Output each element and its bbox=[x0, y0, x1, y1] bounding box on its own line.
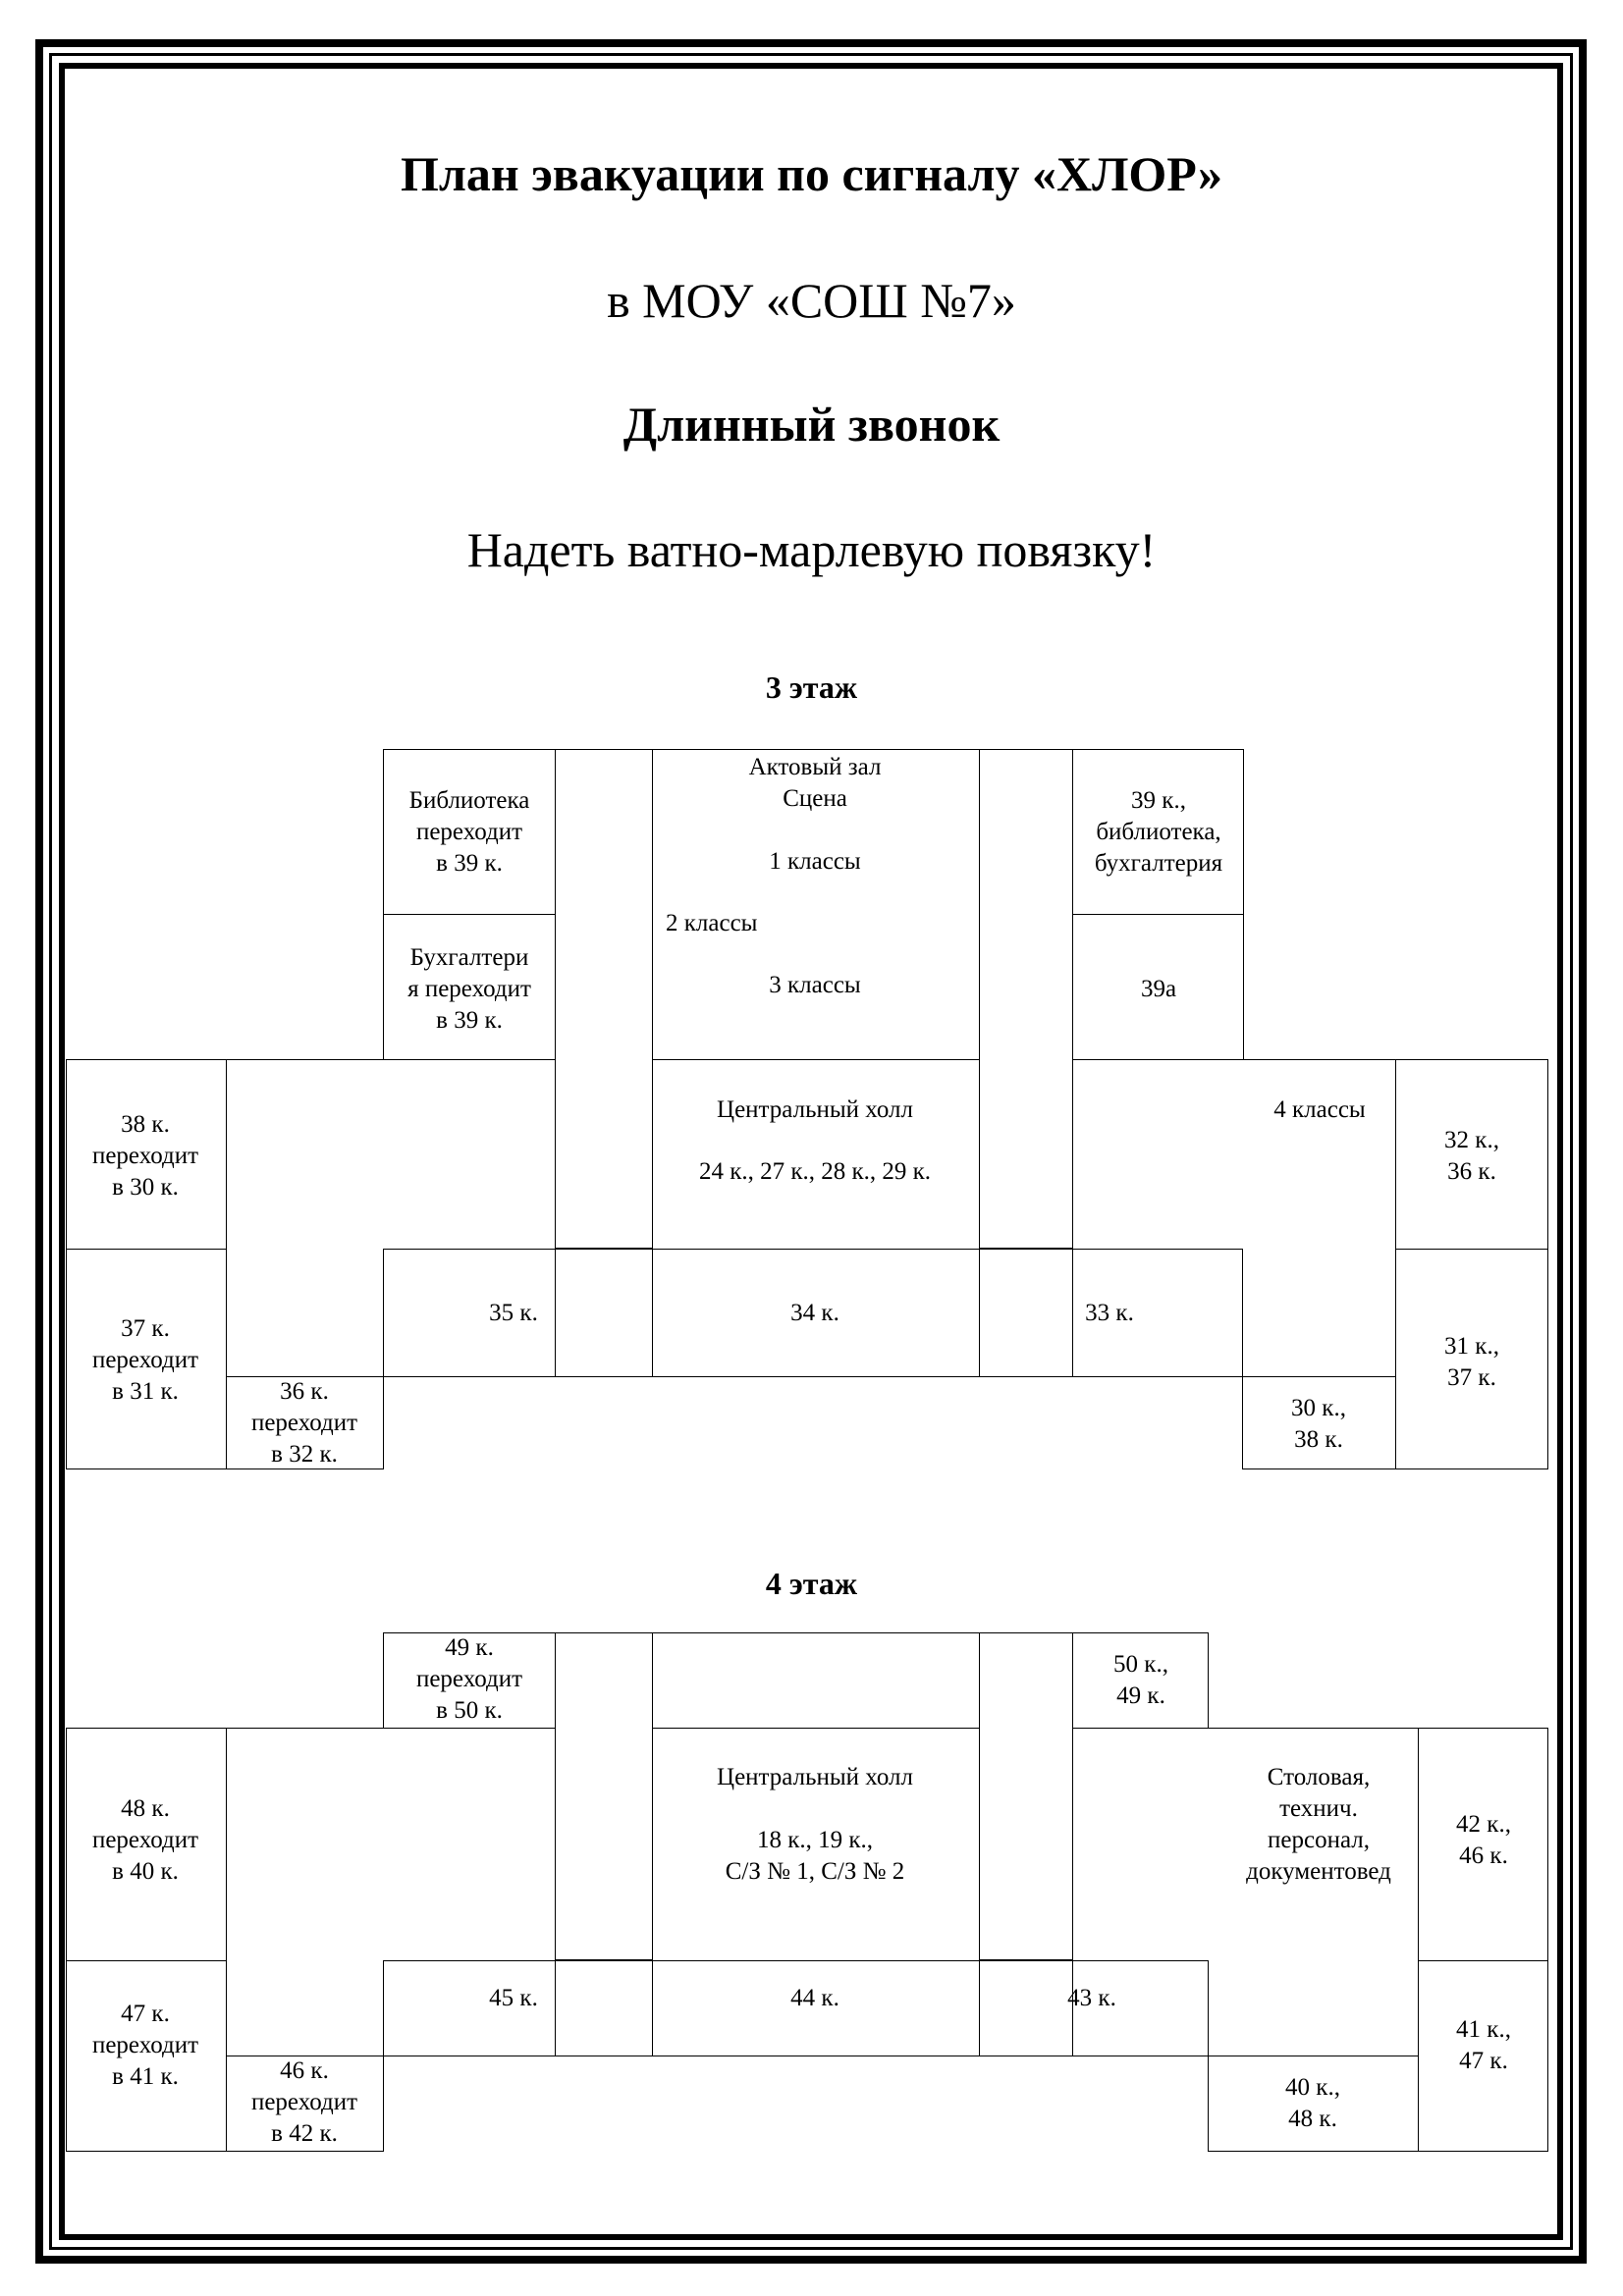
f4-canteen-label: Столовая, технич. персонал, документовед bbox=[1246, 1764, 1391, 1885]
f3-room31-37-label: 31 к., 37 к. bbox=[1444, 1333, 1499, 1391]
f4-room46-label: 46 к. переходит в 42 к. bbox=[250, 2057, 358, 2147]
f4-central-hall-rooms: 18 к., 19 к., С/З № 1, С/З № 2 bbox=[725, 1827, 905, 1885]
f4-room48-label: 48 к. переходит в 40 к. bbox=[91, 1795, 199, 1885]
floor4-label: 4 этаж bbox=[765, 1566, 858, 1601]
f4-right-stair bbox=[979, 1632, 1073, 1960]
f4-left-stair bbox=[555, 1632, 653, 1960]
f3-room30-38-label: 30 к., 38 к. bbox=[1291, 1395, 1346, 1453]
f4-room45-label: 45 к. bbox=[489, 1985, 538, 2011]
f4-room50-49-label: 50 к., 49 к. bbox=[1113, 1651, 1168, 1709]
f3-central-hall bbox=[652, 1059, 980, 1250]
f3-room39a-label: 39а bbox=[1140, 976, 1177, 1002]
f4-room49-label: 49 к. переходит в 50 к. bbox=[415, 1634, 523, 1724]
f4-room42-46-label: 42 к., 46 к. bbox=[1456, 1811, 1511, 1869]
f3-left-stair bbox=[555, 749, 653, 1249]
f3-grade1-label: 1 классы bbox=[769, 848, 861, 875]
f3-grade4-label: 4 классы bbox=[1273, 1096, 1366, 1123]
floor3-label: 3 этаж bbox=[765, 669, 858, 705]
signal-label: Длинный звонок bbox=[622, 397, 1001, 452]
f3-room35-label: 35 к. bbox=[489, 1300, 538, 1326]
f4-room40-48-label: 40 к., 48 к. bbox=[1285, 2074, 1340, 2132]
f3-accounting-label: Бухгалтери я переходит в 39 к. bbox=[407, 944, 531, 1034]
school-name: в МОУ «СОШ №7» bbox=[607, 273, 1016, 328]
f3-right-stair bbox=[979, 749, 1073, 1249]
f3-room36-label: 36 к. переходит в 32 к. bbox=[250, 1378, 358, 1468]
f4-top-hall bbox=[652, 1632, 980, 1729]
f3-assembly-hall-label: Актовый зал Сцена bbox=[748, 754, 882, 812]
f3-room33-label: 33 к. bbox=[1085, 1300, 1134, 1326]
f3-central-hall-rooms: 24 к., 27 к., 28 к., 29 к. bbox=[698, 1158, 932, 1185]
f3-room37-label: 37 к. переходит в 31 к. bbox=[91, 1315, 199, 1405]
f3-room39-label: 39 к., библиотека, бухгалтерия bbox=[1094, 787, 1223, 877]
page-title: План эвакуации по сигналу «ХЛОР» bbox=[400, 146, 1223, 201]
f4-room47-label: 47 к. переходит в 41 к. bbox=[91, 2001, 199, 2090]
f4-room43-label: 43 к. bbox=[1067, 1985, 1116, 2011]
f3-grade3-label: 3 классы bbox=[769, 972, 861, 998]
f3-grade2-label: 2 классы bbox=[666, 910, 758, 936]
f3-library-label: Библиотека переходит в 39 к. bbox=[408, 787, 530, 877]
f3-central-hall-label: Центральный холл bbox=[717, 1096, 913, 1123]
f4-central-hall-label: Центральный холл bbox=[717, 1764, 913, 1790]
instruction-text: Надеть ватно-марлевую повязку! bbox=[466, 522, 1157, 577]
f3-room32-36-label: 32 к., 36 к. bbox=[1444, 1127, 1499, 1185]
f3-room34-label: 34 к. bbox=[790, 1300, 839, 1326]
f4-room44-label: 44 к. bbox=[790, 1985, 839, 2011]
f3-room38-label: 38 к. переходит в 30 к. bbox=[91, 1111, 199, 1201]
f4-room41-47-label: 41 к., 47 к. bbox=[1456, 2016, 1511, 2074]
